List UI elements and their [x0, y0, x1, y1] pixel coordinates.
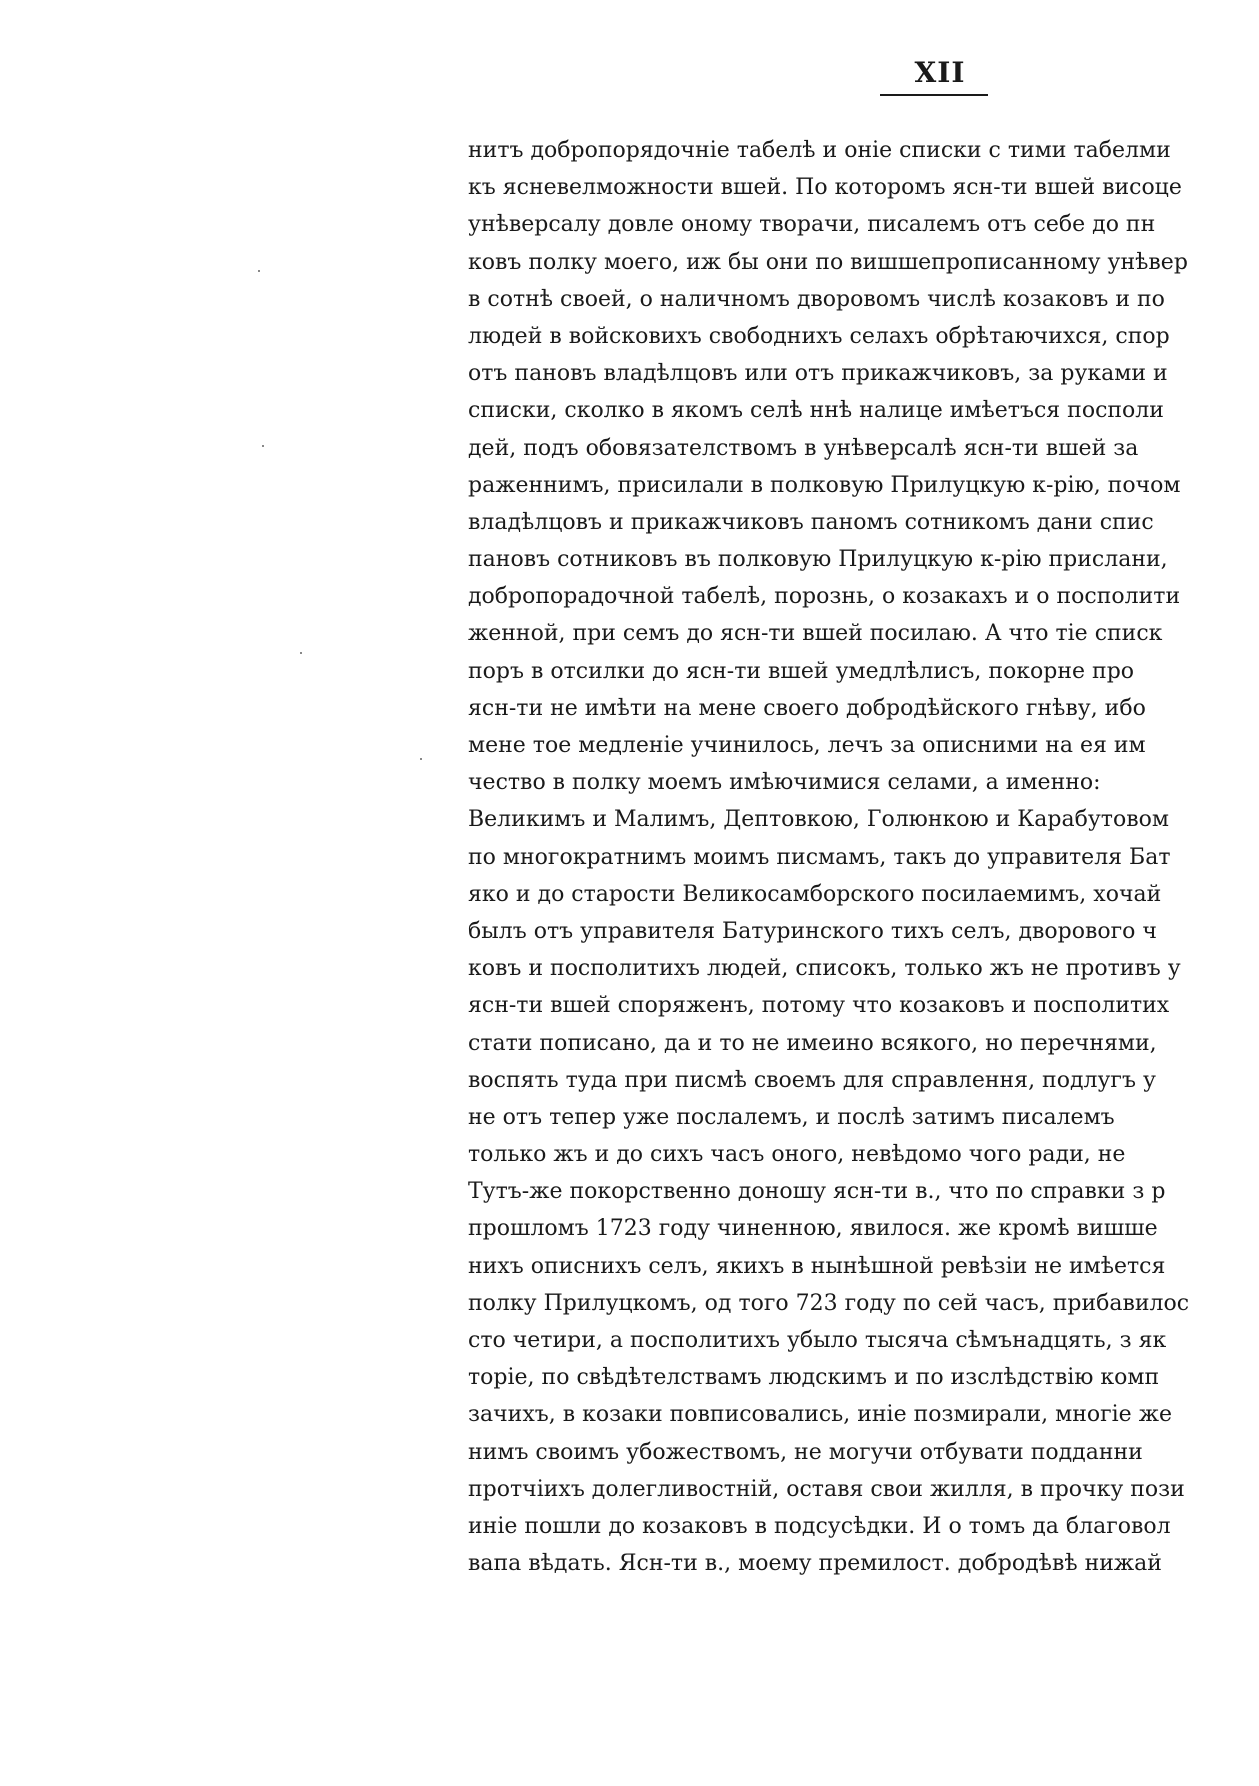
text-line: владѣлцовъ и прикажчиковъ паномъ сотникомъ дани спис — [468, 509, 1154, 535]
text-line: только жъ и до сихъ часъ оного, невѣдомо чого ради, не — [468, 1142, 1126, 1168]
text-line: Тутъ-же покорственно доношу ясн-ти в., что по справки з р — [468, 1179, 1166, 1205]
body-text — [468, 132, 1258, 1582]
text-line: ясн-ти вшей споряженъ, потому что козаковъ и посполитих — [468, 993, 1170, 1019]
text-line: списки, сколко в якомъ селѣ ннѣ налице имѣетъся посполи — [468, 398, 1164, 424]
page-number: XII — [914, 56, 966, 89]
text-line: нитъ добропорядочніе табелѣ и оніе списки с тими табелми — [468, 138, 1171, 163]
text-line: раженнимъ, присилали в полковую Прилуцкую к-рію, почом — [468, 472, 1181, 498]
text-line: людей в войсковихъ свободнихъ селахъ обрѣтаючихся, спор — [468, 323, 1170, 349]
text-line: женной, при семъ до ясн-ти вшей посилаю. А что тіе списк — [468, 621, 1163, 647]
text-line: полку Прилуцкомъ, од того 723 году по сей часъ, прибавилос — [468, 1290, 1190, 1316]
text-line: нихъ описнихъ селъ, якихъ в нынѣшной ревѣзіи не имѣется — [468, 1253, 1166, 1279]
text-line: торіе, по свѣдѣтелствамъ людскимъ и по изслѣдствію комп — [468, 1365, 1160, 1391]
scan-speck — [300, 652, 302, 654]
scan-speck — [262, 445, 264, 447]
text-line: отъ пановъ владѣлцовъ или отъ прикажчиковъ, за руками и — [468, 361, 1168, 387]
text-line: дей, подъ обовязателствомъ в унѣверсалѣ ясн-ти вшей за — [468, 435, 1139, 461]
scan-speck — [258, 270, 260, 272]
text-line: прошломъ 1723 году чиненною, явилося. же кромѣ вишше — [468, 1216, 1158, 1242]
text-line: пановъ сотниковъ въ полковую Прилуцкую к-рію прислани, — [468, 547, 1168, 573]
text-line: вапа вѣдать. Ясн-ти в., моему премилост. добродѣвѣ нижай — [468, 1551, 1162, 1577]
text-line: иніе пошли до козаковъ в подсусѣдки. И о томъ да благовол — [468, 1513, 1171, 1539]
text-line: не отъ тепер уже послалемъ, и послѣ затимъ писалемъ — [468, 1104, 1115, 1130]
text-line: зачихъ, в козаки повписовались, иніе позмирали, многіе же — [468, 1402, 1172, 1428]
text-line: унѣверсалу довле оному творачи, писалемъ отъ себе до пн — [468, 212, 1156, 238]
text-line: яко и до старости Великосамборского посилаемимъ, хочай — [468, 881, 1162, 907]
text-line: былъ отъ управителя Батуринского тихъ селъ, дворового ч — [468, 918, 1157, 944]
text-line: добропорадочной табелѣ, порознь, о козакахъ и о посполити — [468, 584, 1181, 610]
text-line: поръ в отсилки до ясн-ти вшей умедлѣлисъ, покорне про — [468, 658, 1135, 684]
text-line: ясн-ти не имѣти на мене своего добродѣйского гнѣву, ибо — [468, 695, 1146, 721]
text-line: нимъ своимъ убожествомъ, не могучи отбувати подданни — [468, 1439, 1143, 1465]
text-line: стати пописано, да и то не имеино всякого, но перечнями, — [468, 1030, 1157, 1056]
scan-speck — [420, 758, 422, 760]
text-line: протчіихъ долегливостній, оставя свои жилля, в прочку пози — [468, 1476, 1185, 1502]
text-line: ковъ полку моего, иж бы они по вишшепрописанному унѣвер — [468, 249, 1188, 275]
text-line: в сотнѣ своей, о наличномъ дворовомъ числѣ козаковъ и по — [468, 286, 1165, 312]
text-line: по многократнимъ моимъ писмамъ, такъ до управителя Бат — [468, 844, 1171, 870]
text-line: воспять туда при писмѣ своемъ для справлення, подлугъ у — [468, 1067, 1156, 1093]
text-line: ковъ и посполитихъ людей, списокъ, только жъ не противъ у — [468, 956, 1181, 982]
page-number-underline — [880, 94, 988, 96]
text-line: сто четири, а посполитихъ убыло тысяча сѣмънадцять, з як — [468, 1328, 1167, 1353]
text-line: чество в полку моемъ имѣючимися селами, а именно: — [468, 770, 1101, 796]
text-line: къ ясневелможности вшей. По которомъ ясн-ти вшей висоце — [468, 175, 1182, 201]
text-line: Великимъ и Малимъ, Дептовкою, Голюнкою и Карабутовом — [468, 807, 1169, 833]
text-line: мене тое медленіе учинилось, лечъ за описними на ея им — [468, 733, 1146, 758]
